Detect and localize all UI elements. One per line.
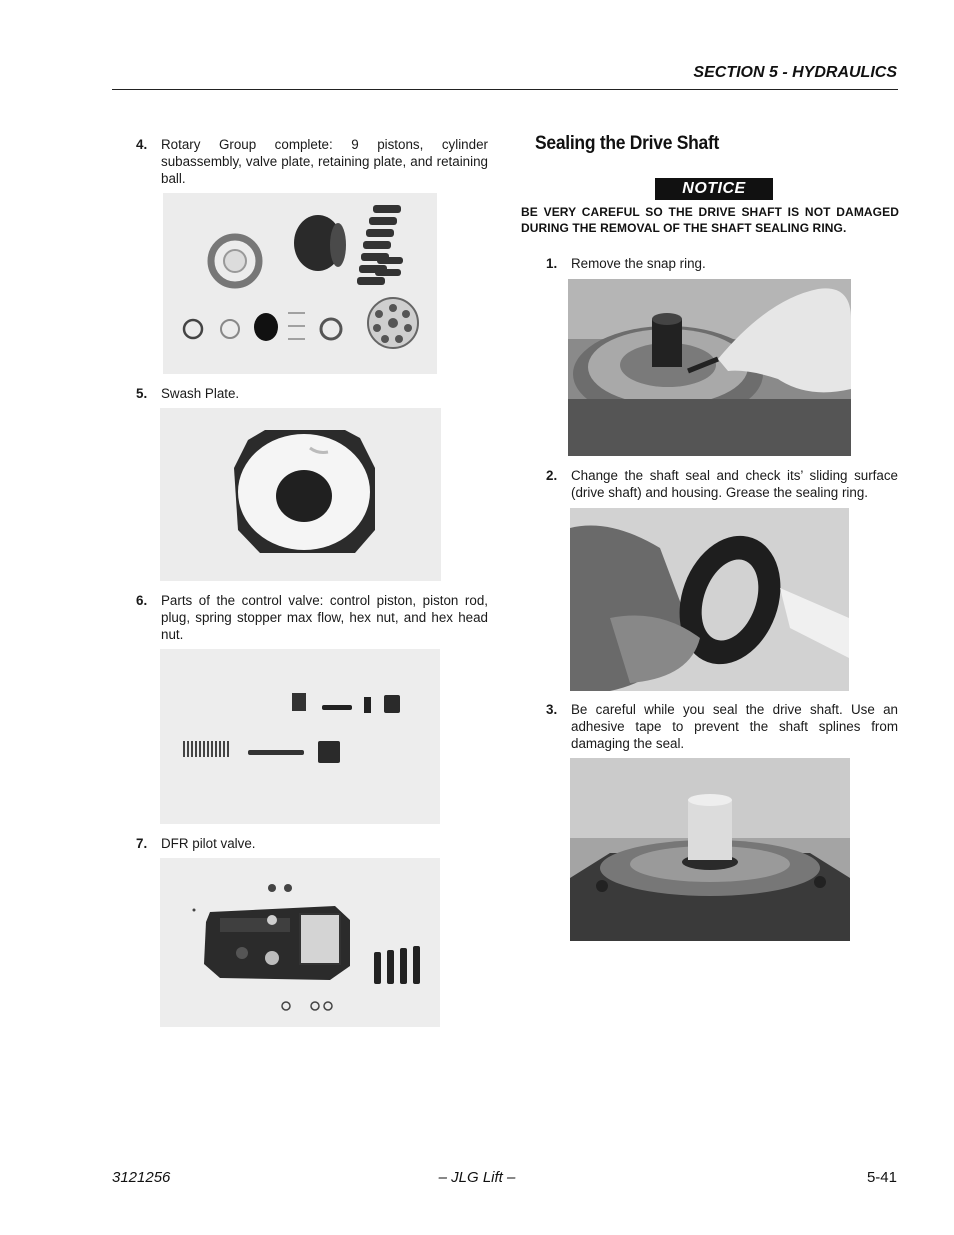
dfr-pilot-valve-photo: [160, 858, 440, 1027]
swash-plate-photo: [160, 408, 441, 581]
step-text: Be careful while you seal the drive shaft. Use an adhesive tape to prevent the shaft splines from damaging the seal.: [571, 702, 898, 751]
publisher: – JLG Lift –: [438, 1169, 516, 1186]
step-number: 1.: [546, 256, 558, 271]
change-shaft-seal-photo: [570, 508, 849, 691]
step-text: DFR pilot valve.: [161, 836, 256, 851]
step-4: [136, 136, 488, 188]
step-r3: [546, 701, 898, 753]
notice-text: BE VERY CAREFUL SO THE DRIVE SHAFT IS NOT DAMAGED DURING THE REMOVAL OF THE SHAFT SEALING RING.: [521, 205, 899, 235]
step-text: Remove the snap ring.: [571, 256, 706, 271]
step-number: 4.: [136, 137, 148, 152]
step-number: 6.: [136, 593, 148, 608]
step-text: Parts of the control valve: control piston, piston rod, plug, spring stopper max flow, hex nut, and hex head nut.: [161, 593, 488, 642]
step-5: [136, 385, 488, 403]
step-6: [136, 592, 488, 644]
header-divider: [112, 89, 898, 90]
section-title: SECTION 5 - HYDRAULICS: [693, 64, 897, 81]
control-valve-parts-photo: [160, 649, 440, 824]
step-number: 3.: [546, 702, 558, 717]
step-number: 7.: [136, 836, 148, 851]
step-7: [136, 835, 488, 853]
step-r2: [546, 467, 898, 502]
step-text: Swash Plate.: [161, 386, 240, 401]
rotary-group-photo: [163, 193, 437, 374]
step-text: Rotary Group complete: 9 pistons, cylinder subassembly, valve plate, retaining plate, and retaining ball.: [161, 137, 488, 186]
page-number: 5-41: [866, 1169, 897, 1186]
doc-number: 3121256: [112, 1169, 171, 1186]
seal-drive-shaft-photo: [570, 758, 850, 941]
remove-snap-ring-photo: [568, 279, 851, 456]
step-number: 5.: [136, 386, 148, 401]
step-r1: [546, 255, 898, 273]
section-heading: Sealing the Drive Shaft: [535, 133, 720, 154]
step-number: 2.: [546, 468, 558, 483]
notice-badge: NOTICE: [655, 178, 773, 200]
step-text: Change the shaft seal and check its’ sliding surface (drive shaft) and housing. Grease the sealing ring.: [571, 468, 898, 500]
